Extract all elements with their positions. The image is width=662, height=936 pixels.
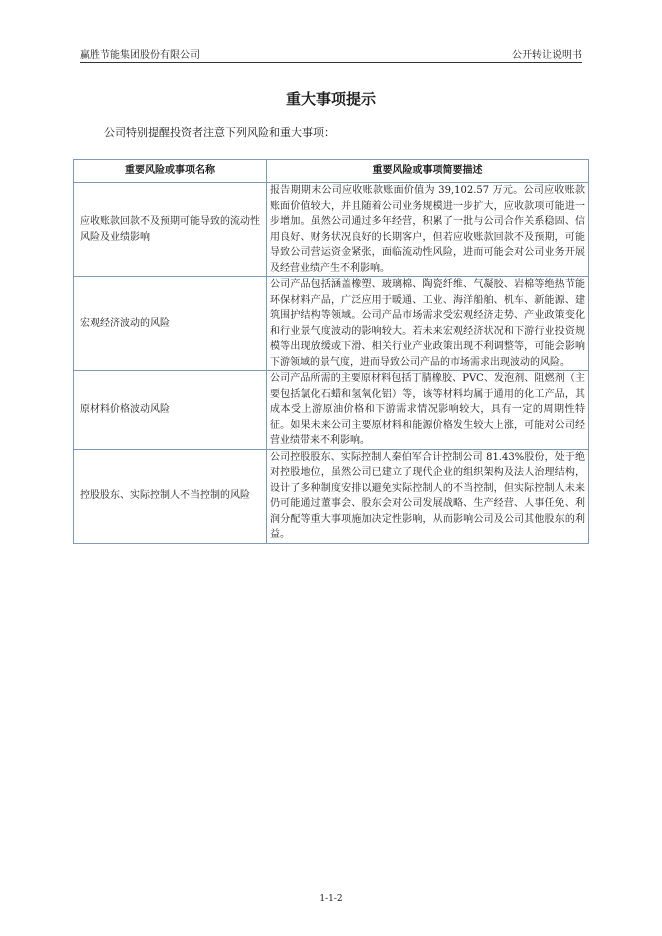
page-title: 重大事项提示 (285, 90, 376, 108)
header-doc-type: 公开转让说明书 (512, 50, 582, 61)
risk-table (73, 159, 589, 544)
risk-description: 公司产品包括涵盖橡塑、玻璃棉、陶瓷纤维、气凝胶、岩棉等绝热节能环保材料产品，广泛应用于暖通、工业、海洋船舶、机车、新能源、建筑围护结构等领域。公司产品市场需求受宏观经济走势、产业政策变化和行业景气度波动的影响较大。若未来宏观经济状况和下游行业投资规模等出现放缓或下滑、相关行业产业政策出现不利调整等，可能会影响下游领域的景气度，进而导致公司产品的市场需求出现波动的风险。 (267, 277, 589, 371)
column-header-name: 重要风险或事项名称 (74, 160, 267, 183)
table-header-row (74, 160, 589, 183)
column-header-desc: 重要风险或事项简要描述 (267, 160, 589, 183)
intro-text: 公司特别提醒投资者注意下列风险和重大事项： (104, 126, 335, 139)
page-header (80, 44, 582, 63)
risk-description: 报告期期末公司应收账款账面价值为 39,102.57 万元。公司应收账款账面价值较大，并且随着公司业务规模进一步扩大，应收款项可能进一步增加。虽然公司通过多年经营，积累了一批与公司合作关系稳固、信用良好、财务状况良好的长期客户，但若应收账款回款不及预期，可能导致公司营运资金紧张，面临流动性风险，进而可能会对公司业务开展及经营业绩产生不利影响。 (267, 183, 589, 277)
table-row (74, 371, 589, 450)
page-number: 1-1-2 (319, 894, 343, 904)
risk-description: 公司产品所需的主要原材料包括丁腈橡胶、PVC、发泡剂、阻燃剂（主要包括氯化石蜡和氢氧化铝）等，该等材料均属于通用的化工产品，其成本受上游原油价格和下游需求情况影响较大，具有一定的周期性特征。如果未来公司主要原材料和能源价格发生较大上涨，可能对公司经营业绩带来不利影响。 (267, 371, 589, 450)
risk-description: 公司控股股东、实际控制人秦伯军合计控制公司 81.43%股份，处于绝对控股地位，虽然公司已建立了现代企业的组织架构及法人治理结构，设计了多种制度安排以避免实际控制人的不当控制，但实际控制人未来仍可能通过董事会、股东会对公司发展战略、生产经营、人事任免、利润分配等重大事项施加决定性影响，从而影响公司及公司其他股东的利益。 (267, 449, 589, 543)
table-row (74, 449, 589, 543)
risk-name: 原材料价格波动风险 (74, 371, 267, 450)
table-row (74, 277, 589, 371)
risk-name: 控股股东、实际控制人不当控制的风险 (74, 449, 267, 543)
risk-name: 宏观经济波动的风险 (74, 277, 267, 371)
table-row (74, 183, 589, 277)
header-company: 赢胜节能集团股份有限公司 (80, 50, 200, 61)
risk-name: 应收账款回款不及预期可能导致的流动性风险及业绩影响 (74, 183, 267, 277)
